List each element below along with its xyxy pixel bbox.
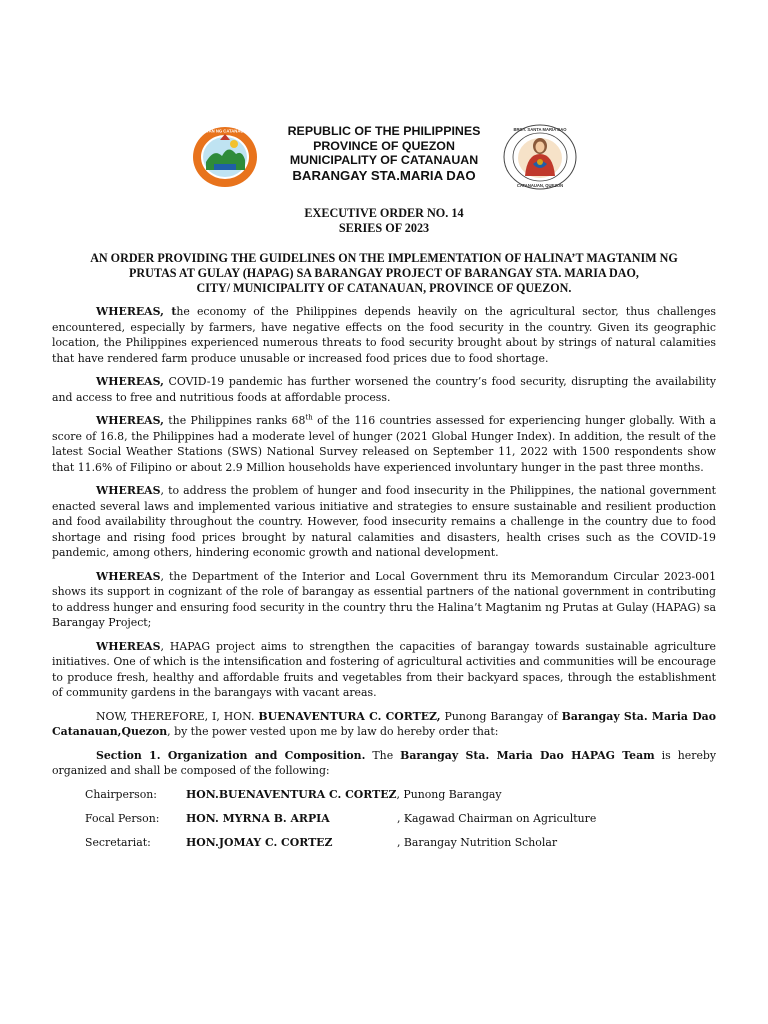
whereas-label: WHEREAS,	[96, 375, 164, 388]
paragraph-text: , HAPAG project aims to strengthen the capacities of barangay towards sustainable agriculture initiatives. One of which is the intensification and fostering of agricultural activities and communities will be encourage to produce fresh, healthy and affordable fruits and vegetables from their backyard spaces, through the establishment of community gardens in the barangays with vacant areas.	[52, 639, 716, 699]
whereas-paragraph	[52, 374, 716, 405]
whereas-paragraph	[52, 569, 716, 631]
member-name: HON. MYRNA B. ARPIA	[186, 811, 330, 825]
whereas-label: WHEREAS	[96, 484, 161, 497]
paragraph-text: Punong Barangay of	[440, 709, 562, 723]
member-position: , Punong Barangay	[396, 787, 502, 801]
paragraph-text: the Philippines ranks 68	[163, 414, 306, 427]
official-name: BUENAVENTURA C. CORTEZ,	[258, 709, 441, 723]
whereas-label: WHEREAS	[96, 639, 161, 653]
republic-line: REPUBLIC OF THE PHILIPPINES	[287, 124, 481, 138]
member-row	[52, 787, 716, 811]
paragraph-text: is hereby organized and shall be composed of the following:	[52, 748, 717, 777]
order-body	[52, 304, 716, 859]
team-name: Barangay Sta. Maria Dao HAPAG Team	[400, 748, 655, 762]
order-number: EXECUTIVE ORDER NO. 14	[304, 206, 464, 220]
order-title-line: AN ORDER PROVIDING THE GUIDELINES ON THE IMPLEMENTATION OF HALINA’T MAGTANIM NG	[90, 251, 678, 265]
svg-text:BAYAN NG CATANAUAN: BAYAN NG CATANAUAN	[200, 128, 250, 134]
paragraph-text: NOW, THEREFORE, I, HON.	[96, 709, 259, 723]
now-therefore-paragraph	[52, 709, 716, 740]
whereas-label: WHEREAS, t	[96, 305, 177, 318]
member-name: HON.BUENAVENTURA C. CORTEZ, Punong Barangay	[186, 787, 502, 801]
member-row	[52, 811, 716, 835]
member-role: Secretariat:	[85, 835, 151, 849]
order-title-line: CITY/ MUNICIPALITY OF CATANAUAN, PROVINCE OF QUEZON.	[196, 281, 572, 295]
svg-text:CATANAUAN, QUEZON: CATANAUAN, QUEZON	[516, 183, 564, 188]
whereas-paragraph	[52, 483, 716, 561]
paragraph-text: , by the power vested upon me by law do hereby order that:	[167, 725, 499, 738]
whereas-paragraph	[52, 639, 716, 701]
section-1-paragraph	[52, 748, 716, 779]
municipal-seal-icon	[192, 126, 258, 188]
whereas-label: WHEREAS	[96, 569, 161, 583]
barangay-line: BARANGAY STA.MARIA DAO	[292, 167, 476, 183]
paragraph-text: of the 116 countries assessed for experiencing hunger globally. With a score of 16.8, the Philippines had a moderate level of hunger (2021 Global Hunger Index). In addition, the result of the latest Social Weather Stations (SWS) National Survey released on September 11, 2022 with 1500 respondents show that 11.6% of Filipino or about 2.9 Million households have experienced involuntary hunger in the past three months.	[52, 414, 716, 474]
member-position: , Barangay Nutrition Scholar	[397, 835, 558, 849]
order-title	[52, 251, 716, 296]
section-heading: Section 1. Organization and Composition.	[96, 748, 366, 762]
whereas-label: WHEREAS,	[96, 414, 164, 427]
lgu-header-text	[270, 124, 498, 183]
member-position: , Kagawad Chairman on Agriculture	[397, 811, 597, 825]
barangay-seal-icon	[503, 124, 577, 190]
paragraph-text: , to address the problem of hunger and food insecurity in the Philippines, the national government enacted several laws and implemented various initiative and strategies to ensure sustainable and resilient production and food availability throughout the country. However, food insecurity remains a challenge in the country due to food shortage and rising food prices brought by natural calamities and disasters, health crises such as the COVID-19 pandemic, among others, hindering economic growth and national development.	[52, 484, 716, 559]
whereas-paragraph	[52, 413, 716, 475]
barangay-name: Barangay Sta. Maria Dao Catanauan,Quezon	[52, 709, 716, 738]
member-name: HON.JOMAY C. CORTEZ	[186, 835, 333, 849]
order-heading	[0, 206, 768, 236]
municipality-line: MUNICIPALITY OF CATANAUAN	[289, 153, 479, 167]
paragraph-text: , the Department of the Interior and Local Government thru its Memorandum Circular 2023-001 shows its support in cognizant of the role of barangay as essential partners of the national government in contributing to address hunger and ensuring food security in the country thru the Halina’t Magtanim ng Prutas at Gulay (HAPAG) sa Barangay Project;	[52, 569, 716, 629]
team-composition	[52, 787, 716, 859]
svg-text:BRGY. SANTA MARIA DAO: BRGY. SANTA MARIA DAO	[513, 127, 567, 132]
ordinal-suffix: th	[305, 413, 313, 422]
member-row	[52, 835, 716, 859]
letterhead	[0, 120, 768, 190]
province-line: PROVINCE OF QUEZON	[313, 138, 455, 153]
paragraph-text: The	[365, 748, 401, 762]
paragraph-text: he economy of the Philippines depends heavily on the agricultural sector, thus challenges encountered, especially by farmers, have negative effects on the food security in the country. Given its geographic location, the Philippines experienced numerous threats to food security brought about by strings of natural calamities that have rendered farm produce unusable or increased food prices due to food shortage.	[52, 305, 716, 365]
member-role: Chairperson:	[85, 787, 157, 801]
order-series: SERIES OF 2023	[338, 221, 430, 235]
order-title-line: PRUTAS AT GULAY (HAPAG) SA BARANGAY PROJECT OF BARANGAY STA. MARIA DAO,	[129, 266, 639, 280]
whereas-paragraph	[52, 304, 716, 366]
member-role: Focal Person:	[85, 811, 160, 825]
paragraph-text: COVID-19 pandemic has further worsened the country’s food security, disrupting the availability and access to free and nutritious foods at affordable process.	[52, 375, 716, 404]
